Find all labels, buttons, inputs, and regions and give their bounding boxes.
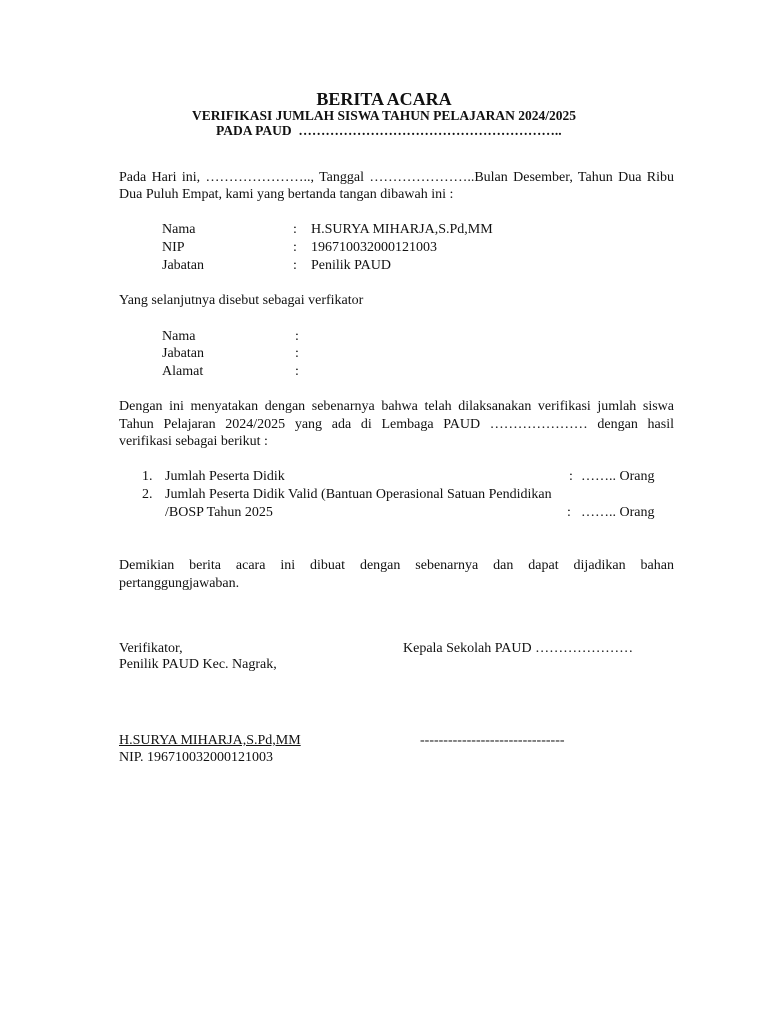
document-title: BERITA ACARA — [316, 89, 452, 109]
signer-jabatan-label: Jabatan — [162, 258, 204, 273]
result-label: Jumlah Peserta Didik Valid (Bantuan Operasional Satuan Pendidikan — [165, 487, 552, 502]
closing-line-2: pertanggungjawaban. — [119, 576, 240, 591]
result-colon: : — [567, 505, 571, 520]
paud-line — [216, 122, 562, 140]
signature-left-name: H.SURYA MIHARJA,S.Pd,MM — [119, 733, 301, 748]
signer-jabatan-colon: : — [293, 258, 297, 273]
signature-left-role-detail: Penilik PAUD Kec. Nagrak, — [119, 657, 277, 672]
signer-name-label: Nama — [162, 222, 196, 237]
signer-nip-value: 196710032000121003 — [311, 240, 437, 255]
verifikator-alamat-colon: : — [295, 364, 299, 379]
statement-line-1: Dengan ini menyatakan dengan sebenarnya bahwa telah dilaksanakan verifikasi jumlah siswa — [119, 399, 674, 414]
closing-line-1: Demikian berita acara ini dibuat dengan sebenarnya dan dapat dijadikan bahan — [119, 558, 674, 573]
intro-line-1: Pada Hari ini, ………………….., Tanggal …………………..Bulan Desember, Tahun Dua Ribu — [119, 170, 674, 185]
intro-line-2: Dua Puluh Empat, kami yang bertanda tangan dibawah ini : — [119, 187, 454, 202]
signature-left-nip: NIP. 196710032000121003 — [119, 750, 274, 765]
result-number: 1. — [142, 469, 153, 484]
statement-line-3: verifikasi sebagai berikut : — [119, 434, 268, 449]
signer-nip-colon: : — [293, 240, 297, 255]
verifikator-jabatan-label: Jabatan — [162, 346, 204, 361]
statement-line-2: Tahun Pelajaran 2024/2025 yang ada di Lembaga PAUD ………………… dengan hasil — [119, 417, 674, 432]
paud-line-dots: ………………………………………………….. — [298, 123, 562, 138]
signature-right-name-line: ------------------------------- — [420, 733, 565, 748]
paud-line-prefix: PADA PAUD — [216, 123, 292, 138]
verifikator-name-label: Nama — [162, 329, 196, 344]
result-label-continued: /BOSP Tahun 2025 — [165, 505, 273, 520]
signer-name-colon: : — [293, 222, 297, 237]
signer-nip-label: NIP — [162, 240, 185, 255]
verifikator-jabatan-colon: : — [295, 346, 299, 361]
result-number: 2. — [142, 487, 153, 502]
result-colon: : — [569, 469, 573, 484]
signer-name-value: H.SURYA MIHARJA,S.Pd,MM — [311, 222, 493, 237]
result-value: …….. Orang — [581, 505, 655, 520]
result-value: …….. Orang — [581, 469, 655, 484]
verifikator-intro: Yang selanjutnya disebut sebagai verfikator — [119, 293, 364, 308]
signature-left-role: Verifikator, — [119, 641, 183, 656]
verifikator-alamat-label: Alamat — [162, 364, 204, 379]
result-label: Jumlah Peserta Didik — [165, 469, 285, 484]
signer-jabatan-value: Penilik PAUD — [311, 258, 392, 273]
signature-right-role: Kepala Sekolah PAUD ………………… — [403, 641, 634, 656]
verifikator-name-colon: : — [295, 329, 299, 344]
document-subtitle: VERIFIKASI JUMLAH SISWA TAHUN PELAJARAN 2024/2025 — [192, 108, 576, 123]
